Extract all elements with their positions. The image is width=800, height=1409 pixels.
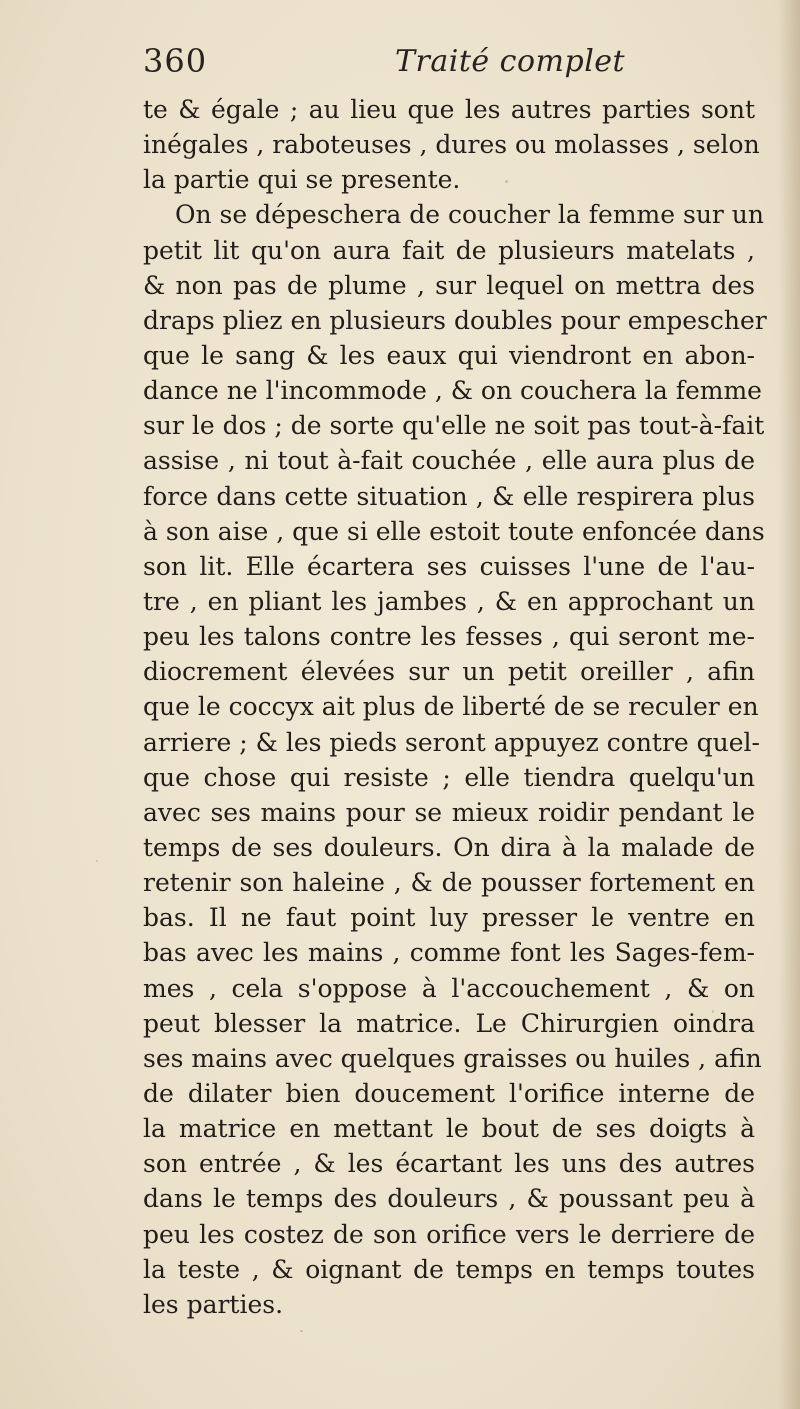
text-line: inégales , raboteuses , dures ou molasses , selon [143,130,760,160]
text-line: bas. Il ne faut point luy presser le ventre en [143,903,755,933]
text-line: draps pliez en plusieurs doubles pour empescher [143,305,767,335]
text-line: sur le dos ; de sorte qu'elle ne soit pas tout-à-fait [143,411,765,441]
text-line: son entrée , & les écartant les uns des autres [143,1149,755,1179]
text-line: petit lit qu'on aura fait de plusieurs matelats , [143,235,755,265]
text-line: On se dépeschera de coucher la femme sur un [175,200,765,230]
text-line: dans le temps des douleurs , & poussant peu à [143,1184,755,1214]
text-line: que le sang & les eaux qui viendront en abon- [143,340,755,370]
text-line: dance ne l'incommode , & on couchera la femme [143,376,762,406]
text-line: que chose qui resiste ; elle tiendra quelqu'un [143,762,755,792]
text-line: que le coccyx ait plus de liberté de se reculer en [143,692,759,722]
text-line: force dans cette situation , & elle respirera plus [143,481,755,511]
page-number: 360 [143,42,208,80]
text-line: retenir son haleine , & de pousser fortement en [143,868,755,898]
text-line: ses mains avec quelques graisses ou huiles , afin [143,1043,762,1073]
text-line: les parties. [143,1289,284,1319]
text-line: son lit. Elle écartera ses cuisses l'une de l'au- [143,551,755,581]
text-line: avec ses mains pour se mieux roidir pendant le [143,797,755,827]
text-line: mes , cela s'oppose à l'accouchement , & on [143,973,755,1003]
page-edge-shadow [778,0,800,1409]
text-line: diocrement élevées sur un petit oreiller , afin [143,657,755,687]
text-line: assise , ni tout à-fait couchée , elle aura plus de [143,446,755,476]
body-text [143,92,767,1322]
text-line: la matrice en mettant le bout de ses doigts à [143,1114,755,1144]
text-line: peu les costez de son orifice vers le derriere de [143,1219,755,1249]
text-line: arriere ; & les pieds seront appuyez contre quel- [143,727,761,757]
text-line: te & égale ; au lieu que les autres parties sont [143,95,755,124]
running-header [143,42,755,92]
text-line: bas avec les mains , comme font les Sages-fem- [143,938,755,968]
text-line: la partie qui se presente. [143,165,461,195]
text-line: tre , en pliant les jambes , & en approchant un [143,586,755,616]
text-line: temps de ses douleurs. On dira à la malade de [143,832,755,862]
text-line: de dilater bien doucement l'orifice interne de [143,1078,755,1108]
text-line: peu les talons contre les fesses , qui seront me- [143,622,755,652]
text-line: & non pas de plume , sur lequel on mettra des [143,270,755,300]
text-line: la teste , & oignant de temps en temps toutes [143,1254,755,1284]
running-title: Traité complet [395,44,626,79]
text-line: à son aise , que si elle estoit toute enfoncée dans [143,516,765,546]
text-line: peut blesser la matrice. Le Chirurgien oindra [143,1008,755,1038]
